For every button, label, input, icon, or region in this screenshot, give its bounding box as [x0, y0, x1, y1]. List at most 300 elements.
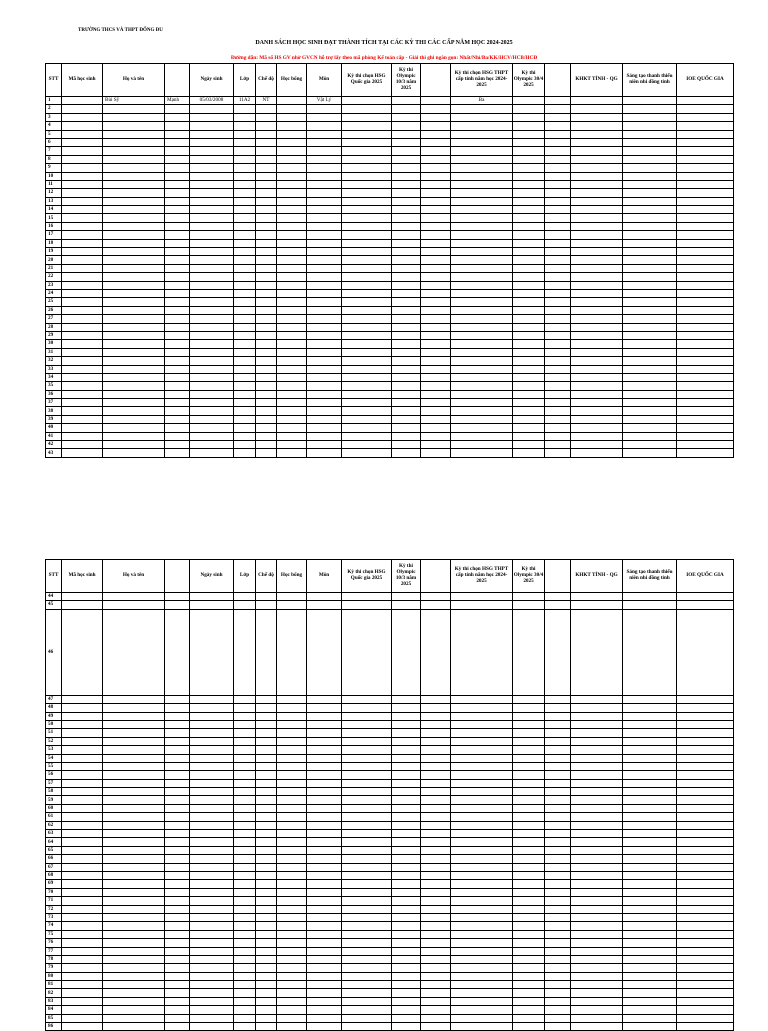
cell-olympic-103-b — [421, 972, 451, 980]
cell-olympic-103-a — [392, 298, 421, 306]
cell-class — [234, 340, 256, 348]
cell-olympic-103-a — [392, 771, 421, 779]
cell-subject — [307, 846, 342, 854]
cell-hsg-province — [451, 788, 513, 796]
table-row — [46, 289, 734, 297]
cell-birth-date — [190, 888, 234, 896]
cell-class — [234, 348, 256, 356]
cell-given-name — [165, 424, 190, 432]
cell-regime — [256, 147, 277, 155]
cell-student-code — [62, 779, 103, 787]
cell-subject — [307, 930, 342, 938]
cell-olympic-304-b — [545, 365, 571, 373]
cell-hsg-province: Ba — [451, 97, 513, 105]
cell-olympic-103-b — [421, 441, 451, 449]
cell-scholarship — [277, 239, 307, 247]
cell-birth-date — [190, 357, 234, 365]
cell-surname — [103, 113, 165, 121]
cell-hsg-province — [451, 424, 513, 432]
cell-olympic-103-a — [392, 256, 421, 264]
cell-khkt — [571, 97, 623, 105]
cell-ioe-national — [677, 449, 734, 457]
guide-note: Đường dẫn: Mã số HS GV nhờ GVCN hỗ trợ lấy theo mã phòng Kế toán cấp - Giải thì ghi ngắn gọn: Nhất/Nhì/Ba/KK/HCV/HCB/HCĐ — [230, 55, 538, 61]
cell-regime — [256, 155, 277, 163]
row-number: 28 — [46, 323, 62, 331]
cell-youth-creativity — [623, 838, 677, 846]
cell-youth-creativity — [623, 390, 677, 398]
cell-youth-creativity — [623, 609, 677, 695]
header-surname: Họ và tên — [103, 560, 165, 593]
cell-olympic-304-a — [513, 905, 545, 913]
cell-olympic-103-b — [421, 997, 451, 1005]
cell-olympic-304-b — [545, 746, 571, 754]
table-row — [46, 449, 734, 457]
cell-olympic-304-b — [545, 729, 571, 737]
row-number: 50 — [46, 720, 62, 728]
cell-olympic-103-a — [392, 737, 421, 745]
cell-olympic-103-a — [392, 155, 421, 163]
cell-regime — [256, 256, 277, 264]
cell-youth-creativity — [623, 930, 677, 938]
cell-regime — [256, 432, 277, 440]
row-number: 65 — [46, 846, 62, 854]
cell-regime — [256, 704, 277, 712]
table-row — [46, 222, 734, 230]
header-olympic-304-b — [545, 64, 571, 97]
cell-hsg-national — [342, 331, 392, 339]
cell-given-name — [165, 197, 190, 205]
cell-hsg-province — [451, 315, 513, 323]
cell-student-code — [62, 796, 103, 804]
table-row — [46, 415, 734, 423]
cell-olympic-304-a — [513, 981, 545, 989]
cell-class — [234, 365, 256, 373]
row-number: 3 — [46, 113, 62, 121]
cell-class — [234, 804, 256, 812]
cell-olympic-103-a — [392, 888, 421, 896]
cell-subject — [307, 981, 342, 989]
cell-olympic-304-a — [513, 788, 545, 796]
cell-birth-date — [190, 880, 234, 888]
cell-scholarship — [277, 880, 307, 888]
cell-youth-creativity — [623, 373, 677, 381]
cell-surname — [103, 105, 165, 113]
cell-hsg-province — [451, 113, 513, 121]
cell-scholarship — [277, 955, 307, 963]
cell-olympic-103-b — [421, 855, 451, 863]
cell-hsg-national — [342, 863, 392, 871]
table-row — [46, 947, 734, 955]
cell-olympic-103-b — [421, 365, 451, 373]
cell-scholarship — [277, 863, 307, 871]
cell-ioe-national — [677, 922, 734, 930]
cell-class — [234, 172, 256, 180]
cell-birth-date — [190, 947, 234, 955]
cell-olympic-304-b — [545, 138, 571, 146]
cell-given-name — [165, 289, 190, 297]
cell-subject: Vật Lý — [307, 97, 342, 105]
cell-olympic-103-b — [421, 331, 451, 339]
cell-olympic-304-b — [545, 1014, 571, 1022]
cell-regime — [256, 189, 277, 197]
cell-given-name — [165, 720, 190, 728]
cell-scholarship — [277, 813, 307, 821]
cell-olympic-304-b — [545, 407, 571, 415]
cell-class — [234, 415, 256, 423]
cell-olympic-304-b — [545, 197, 571, 205]
cell-ioe-national — [677, 382, 734, 390]
row-number: 66 — [46, 855, 62, 863]
cell-regime — [256, 315, 277, 323]
cell-olympic-103-b — [421, 298, 451, 306]
cell-ioe-national — [677, 231, 734, 239]
cell-hsg-province — [451, 399, 513, 407]
cell-subject — [307, 989, 342, 997]
cell-subject — [307, 939, 342, 947]
cell-olympic-103-a — [392, 399, 421, 407]
cell-olympic-103-a — [392, 415, 421, 423]
cell-birth-date — [190, 871, 234, 879]
cell-hsg-national — [342, 846, 392, 854]
cell-hsg-province — [451, 796, 513, 804]
cell-birth-date — [190, 256, 234, 264]
cell-regime — [256, 813, 277, 821]
cell-olympic-103-a — [392, 407, 421, 415]
cell-regime — [256, 231, 277, 239]
cell-class — [234, 788, 256, 796]
cell-youth-creativity — [623, 340, 677, 348]
table-row — [46, 1006, 734, 1014]
table-row — [46, 601, 734, 609]
row-number: 8 — [46, 155, 62, 163]
cell-khkt — [571, 821, 623, 829]
cell-class — [234, 147, 256, 155]
cell-hsg-province — [451, 838, 513, 846]
cell-birth-date — [190, 214, 234, 222]
cell-hsg-national — [342, 813, 392, 821]
cell-birth-date — [190, 746, 234, 754]
cell-surname — [103, 449, 165, 457]
cell-youth-creativity — [623, 955, 677, 963]
header-olympic-103-b — [421, 560, 451, 593]
cell-student-code — [62, 863, 103, 871]
cell-regime — [256, 888, 277, 896]
cell-khkt — [571, 813, 623, 821]
cell-surname — [103, 855, 165, 863]
cell-subject — [307, 997, 342, 1005]
cell-youth-creativity — [623, 779, 677, 787]
cell-given-name — [165, 357, 190, 365]
cell-birth-date — [190, 609, 234, 695]
cell-subject — [307, 113, 342, 121]
cell-surname — [103, 281, 165, 289]
cell-ioe-national — [677, 880, 734, 888]
cell-subject — [307, 955, 342, 963]
cell-olympic-304-a — [513, 720, 545, 728]
cell-olympic-103-b — [421, 222, 451, 230]
row-number: 84 — [46, 1006, 62, 1014]
cell-given-name — [165, 365, 190, 373]
header-olympic-304-b — [545, 560, 571, 593]
cell-olympic-304-b — [545, 248, 571, 256]
cell-khkt — [571, 804, 623, 812]
cell-subject — [307, 779, 342, 787]
cell-khkt — [571, 206, 623, 214]
cell-given-name — [165, 712, 190, 720]
cell-olympic-103-a — [392, 796, 421, 804]
cell-khkt — [571, 390, 623, 398]
cell-olympic-304-b — [545, 796, 571, 804]
cell-student-code — [62, 989, 103, 997]
cell-regime — [256, 593, 277, 601]
cell-subject — [307, 441, 342, 449]
cell-student-code — [62, 762, 103, 770]
cell-subject — [307, 407, 342, 415]
cell-olympic-304-a — [513, 939, 545, 947]
cell-class — [234, 281, 256, 289]
cell-scholarship — [277, 593, 307, 601]
row-number: 81 — [46, 981, 62, 989]
row-number: 74 — [46, 922, 62, 930]
cell-hsg-national — [342, 289, 392, 297]
cell-class — [234, 441, 256, 449]
cell-hsg-province — [451, 964, 513, 972]
cell-birth-date — [190, 593, 234, 601]
cell-student-code — [62, 248, 103, 256]
cell-class — [234, 989, 256, 997]
cell-surname — [103, 206, 165, 214]
cell-subject — [307, 105, 342, 113]
cell-class — [234, 913, 256, 921]
cell-scholarship — [277, 289, 307, 297]
cell-given-name — [165, 609, 190, 695]
cell-student-code — [62, 399, 103, 407]
cell-olympic-304-b — [545, 357, 571, 365]
cell-subject — [307, 340, 342, 348]
row-number: 61 — [46, 813, 62, 821]
cell-youth-creativity — [623, 972, 677, 980]
cell-regime — [256, 441, 277, 449]
cell-student-code — [62, 830, 103, 838]
cell-ioe-national — [677, 913, 734, 921]
cell-student-code — [62, 997, 103, 1005]
cell-khkt — [571, 180, 623, 188]
cell-surname — [103, 788, 165, 796]
cell-hsg-national — [342, 180, 392, 188]
cell-subject — [307, 138, 342, 146]
cell-hsg-province — [451, 373, 513, 381]
cell-hsg-province — [451, 947, 513, 955]
row-number: 33 — [46, 365, 62, 373]
cell-birth-date — [190, 846, 234, 854]
cell-surname — [103, 771, 165, 779]
cell-olympic-304-a — [513, 206, 545, 214]
cell-scholarship — [277, 281, 307, 289]
cell-scholarship — [277, 746, 307, 754]
cell-olympic-304-b — [545, 813, 571, 821]
table-row — [46, 180, 734, 188]
row-number: 6 — [46, 138, 62, 146]
cell-hsg-province — [451, 415, 513, 423]
cell-youth-creativity — [623, 788, 677, 796]
cell-olympic-103-b — [421, 1006, 451, 1014]
cell-student-code — [62, 130, 103, 138]
cell-given-name — [165, 964, 190, 972]
table-row — [46, 729, 734, 737]
cell-youth-creativity — [623, 289, 677, 297]
cell-ioe-national — [677, 105, 734, 113]
row-number: 67 — [46, 863, 62, 871]
row-number: 7 — [46, 147, 62, 155]
cell-olympic-304-a — [513, 888, 545, 896]
cell-hsg-national — [342, 340, 392, 348]
cell-youth-creativity — [623, 164, 677, 172]
cell-hsg-province — [451, 813, 513, 821]
cell-birth-date — [190, 779, 234, 787]
cell-khkt — [571, 357, 623, 365]
cell-regime — [256, 214, 277, 222]
cell-regime — [256, 239, 277, 247]
table-row — [46, 256, 734, 264]
cell-scholarship — [277, 273, 307, 281]
cell-class — [234, 737, 256, 745]
cell-student-code — [62, 105, 103, 113]
cell-surname — [103, 323, 165, 331]
cell-subject — [307, 905, 342, 913]
cell-hsg-province — [451, 206, 513, 214]
row-number: 23 — [46, 281, 62, 289]
cell-regime — [256, 695, 277, 703]
cell-surname — [103, 913, 165, 921]
cell-olympic-103-b — [421, 189, 451, 197]
cell-youth-creativity — [623, 189, 677, 197]
header-olympic-103-b — [421, 64, 451, 97]
cell-hsg-national — [342, 256, 392, 264]
cell-hsg-province — [451, 601, 513, 609]
cell-youth-creativity — [623, 122, 677, 130]
cell-ioe-national — [677, 147, 734, 155]
cell-olympic-103-b — [421, 846, 451, 854]
cell-olympic-304-a — [513, 930, 545, 938]
cell-olympic-103-a — [392, 122, 421, 130]
cell-khkt — [571, 830, 623, 838]
cell-given-name — [165, 180, 190, 188]
cell-surname — [103, 609, 165, 695]
cell-khkt — [571, 880, 623, 888]
cell-khkt — [571, 788, 623, 796]
header-olympic-103-a: Kỳ thi Olympic 10/3 năm 2025 — [392, 64, 421, 97]
cell-youth-creativity — [623, 147, 677, 155]
row-number: 31 — [46, 348, 62, 356]
cell-hsg-national — [342, 155, 392, 163]
cell-khkt — [571, 155, 623, 163]
cell-olympic-304-a — [513, 138, 545, 146]
cell-regime — [256, 357, 277, 365]
cell-regime — [256, 382, 277, 390]
cell-hsg-province — [451, 729, 513, 737]
table-row — [46, 97, 734, 105]
cell-khkt — [571, 779, 623, 787]
cell-birth-date — [190, 365, 234, 373]
cell-ioe-national — [677, 331, 734, 339]
cell-hsg-national — [342, 432, 392, 440]
cell-khkt — [571, 871, 623, 879]
cell-olympic-103-b — [421, 704, 451, 712]
cell-olympic-304-a — [513, 214, 545, 222]
cell-ioe-national — [677, 779, 734, 787]
cell-birth-date — [190, 930, 234, 938]
cell-subject — [307, 729, 342, 737]
cell-surname — [103, 830, 165, 838]
cell-class: 11A2 — [234, 97, 256, 105]
cell-given-name — [165, 922, 190, 930]
cell-khkt — [571, 315, 623, 323]
cell-student-code — [62, 231, 103, 239]
cell-hsg-province — [451, 449, 513, 457]
cell-khkt — [571, 846, 623, 854]
row-number: 55 — [46, 762, 62, 770]
cell-class — [234, 197, 256, 205]
header-hsg-national: Kỳ thi chọn HSG Quốc gia 2025 — [342, 64, 392, 97]
cell-surname — [103, 922, 165, 930]
cell-hsg-province — [451, 197, 513, 205]
header-stt: STT — [46, 64, 62, 97]
header-olympic-304-a: Kỳ thi Olympic 30/4 2025 — [513, 560, 545, 593]
cell-olympic-103-b — [421, 830, 451, 838]
cell-hsg-national — [342, 796, 392, 804]
cell-surname — [103, 239, 165, 247]
cell-student-code — [62, 315, 103, 323]
cell-olympic-304-a — [513, 737, 545, 745]
cell-hsg-national — [342, 913, 392, 921]
cell-surname — [103, 264, 165, 272]
cell-hsg-province — [451, 754, 513, 762]
cell-youth-creativity — [623, 206, 677, 214]
cell-khkt — [571, 432, 623, 440]
cell-olympic-304-a — [513, 105, 545, 113]
row-number: 17 — [46, 231, 62, 239]
cell-surname — [103, 871, 165, 879]
cell-hsg-national — [342, 281, 392, 289]
cell-student-code — [62, 746, 103, 754]
cell-hsg-national — [342, 788, 392, 796]
cell-regime — [256, 913, 277, 921]
cell-student-code — [62, 164, 103, 172]
cell-regime — [256, 788, 277, 796]
cell-olympic-103-a — [392, 871, 421, 879]
cell-olympic-103-b — [421, 214, 451, 222]
cell-surname — [103, 1006, 165, 1014]
cell-class — [234, 289, 256, 297]
cell-surname — [103, 415, 165, 423]
cell-youth-creativity — [623, 222, 677, 230]
cell-olympic-103-a — [392, 97, 421, 105]
cell-ioe-national — [677, 113, 734, 121]
cell-olympic-103-b — [421, 796, 451, 804]
cell-given-name — [165, 340, 190, 348]
cell-surname — [103, 930, 165, 938]
cell-olympic-103-a — [392, 720, 421, 728]
cell-olympic-103-b — [421, 97, 451, 105]
cell-olympic-304-b — [545, 373, 571, 381]
cell-khkt — [571, 695, 623, 703]
cell-regime — [256, 281, 277, 289]
cell-subject — [307, 704, 342, 712]
cell-olympic-103-b — [421, 357, 451, 365]
cell-birth-date — [190, 955, 234, 963]
cell-olympic-304-a — [513, 373, 545, 381]
cell-youth-creativity — [623, 863, 677, 871]
